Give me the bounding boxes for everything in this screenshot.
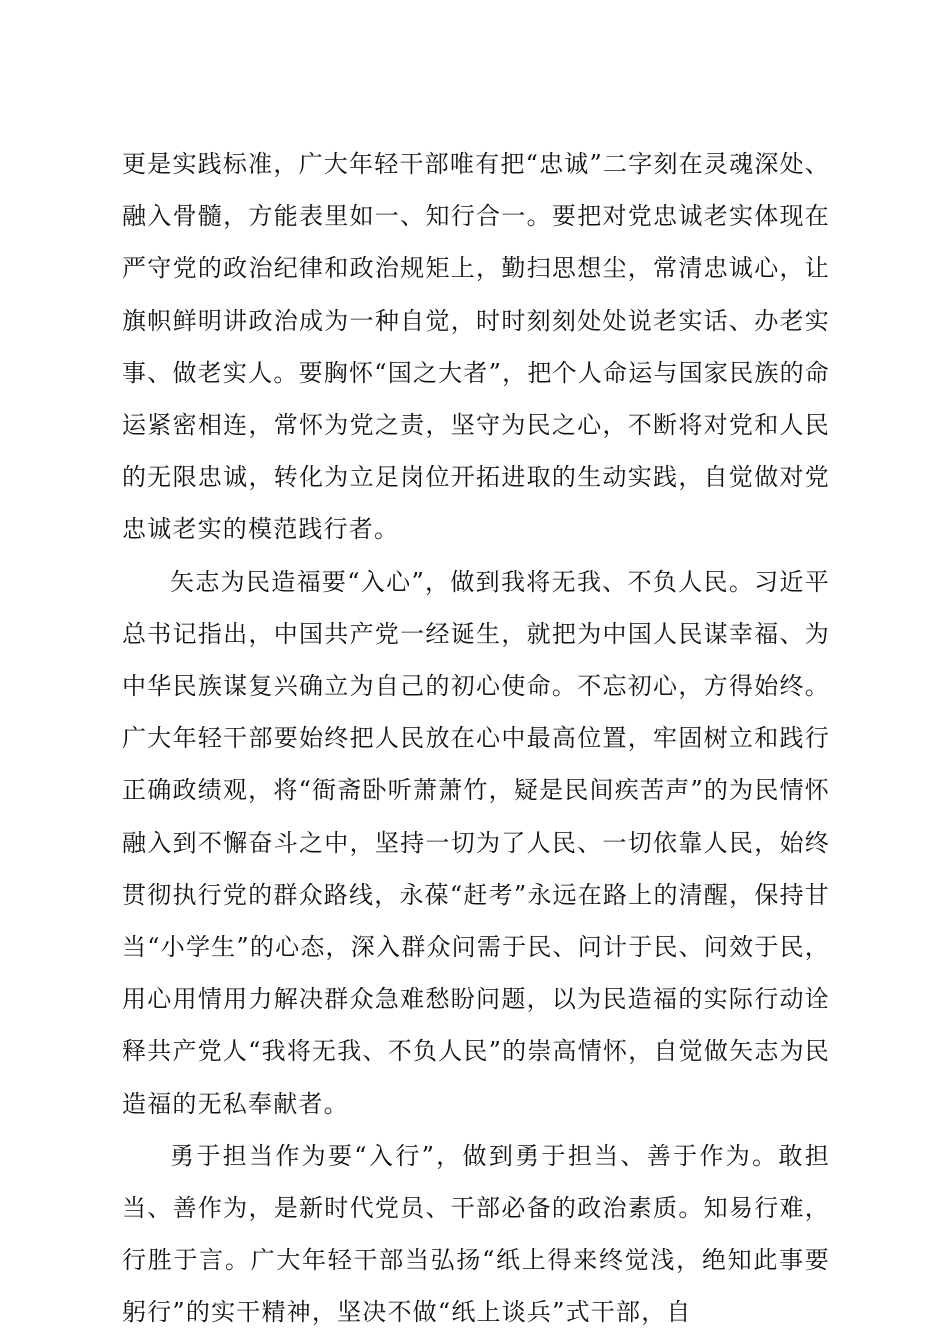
paragraph-serve-people: 矢志为民造福要“入心”，做到我将无我、不负人民。习近平总书记指出，中国共产党一经诞生，就把为中国人民谋幸福、为中华民族谋复兴确立为自己的初心使命。不忘初心，方得始终。广大年轻干部要始终把人民放在心中最高位置，牢固树立和践行正确政绩观，将“衙斋卧听萧萧竹，疑是民间疾苦声”的为民情怀融入到不懈奋斗之中，坚持一切为了人民、一切依靠人民，始终贯彻执行党的群众路线，永葆“赶考”永远在路上的清醒，保持甘当“小学生”的心态，深入群众问需于民、问计于民、问效于民，用心用情用力解决群众急难愁盼问题，以为民造福的实际行动诠释共产党人“我将无我、不负人民”的崇高情怀，自觉做矢志为民造福的无私奉献者。 [122, 567, 830, 1118]
paragraph-take-responsibility: 勇于担当作为要“入行”，做到勇于担当、善于作为。敢担当、善作为，是新时代党员、干部必备的政治素质。知易行难，行胜于言。广大年轻干部当弘扬“纸上得来终觉浅，绝知此事要躬行”的实干精神，坚决不做“纸上谈兵”式干部，自 [122, 1141, 830, 1327]
body-text [122, 138, 830, 1339]
paragraph-continued: 更是实践标准，广大年轻干部唯有把“忠诚”二字刻在灵魂深处、融入骨髓，方能表里如一、知行合一。要把对党忠诚老实体现在严守党的政治纪律和政治规矩上，勤扫思想尘，常清忠诚心，让旗帜鲜明讲政治成为一种自觉，时时刻刻处处说老实话、办老实事、做老实人。要胸怀“国之大者”，把个人命运与国家民族的命运紧密相连，常怀为党之责，坚守为民之心，不断将对党和人民的无限忠诚，转化为立足岗位开拓进取的生动实践，自觉做对党忠诚老实的模范践行者。 [122, 150, 830, 544]
